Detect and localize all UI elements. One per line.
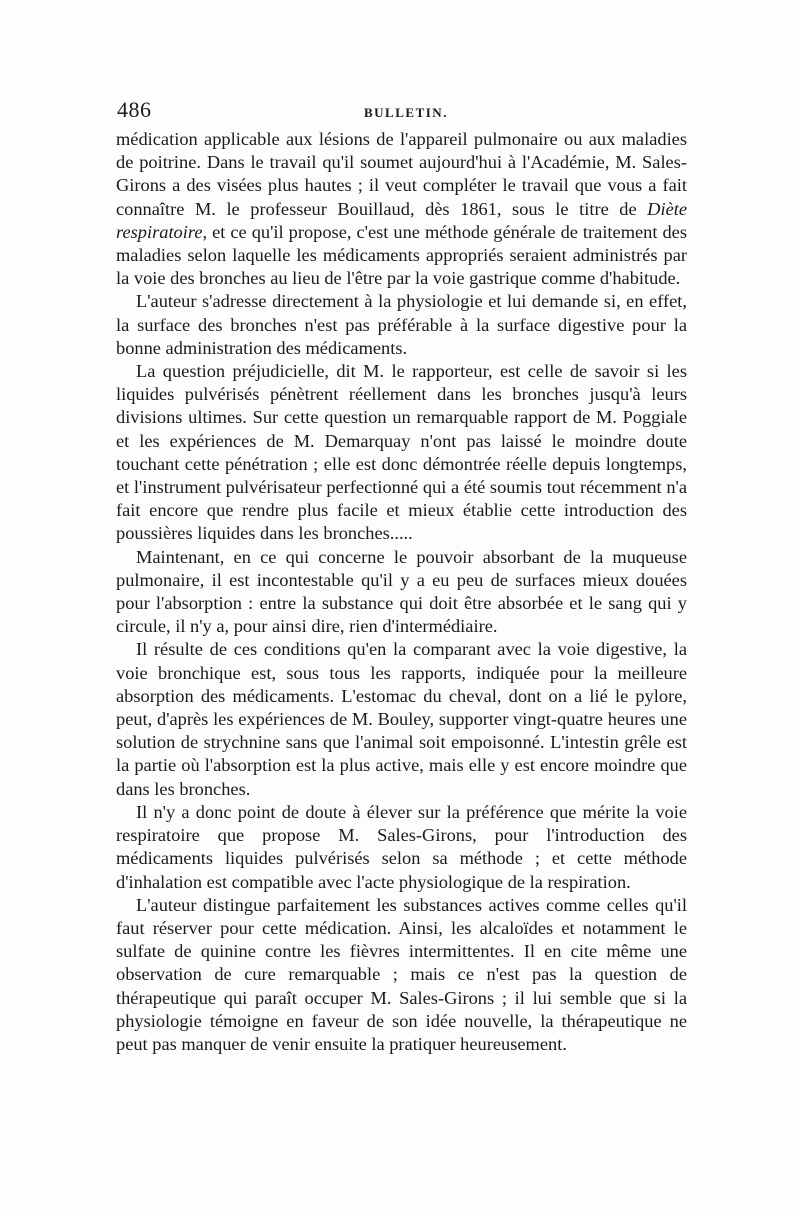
paragraph-7: L'auteur distingue parfaitement les substances actives comme celles qu'il faut réserver pour cette médication. Ainsi, les alcaloïdes et notamment le sulfate de quinine contre les fièvres intermittentes. Il en cite même une observation de cure remarquable ; mais ce n'est pas la question de thérapeutique qui paraît occuper M. Sales-Girons ; il lui semble que si la physiologie témoigne en faveur de son idée nouvelle, la thérapeutique ne peut pas manquer de venir ensuite la pratiquer heureusement. — [116, 894, 687, 1054]
paragraph-4: Maintenant, en ce qui concerne le pouvoir absorbant de la muqueuse pulmonaire, il est incontestable qu'il y a eu peu de surfaces mieux douées pour l'absorption : entre la substance qui doit être absorbée et le sang qui y circule, il n'y a, pour ainsi dire, rien d'intermédiaire. — [116, 546, 687, 637]
paragraph-1-text-after: , et ce qu'il propose, c'est une méthode générale de traitement des maladies selon laquelle les médicaments appropriés seraient administrés par la voie des bronches au lieu de l'être par la voie gastrique comme d'habitude. — [116, 221, 687, 289]
paragraph-2: L'auteur s'adresse directement à la physiologie et lui demande si, en effet, la surface des bronches n'est pas préférable à la surface digestive pour la bonne administration des médicaments. — [116, 291, 687, 358]
work-title: Diète respiratoire — [116, 198, 687, 242]
paragraph-5: Il résulte de ces conditions qu'en la comparant avec la voie digestive, la voie bronchique est, sous tous les rapports, indiquée pour la meilleure absorption des médicaments. L'estomac du cheval, dont on a lié le pylore, peut, d'après les expériences de M. Bouley, supporter vingt-quatre heures une solution de strychnine sans que l'animal soit empoisonné. L'intestin grêle est la partie où l'absorption est la plus active, mais elle y est encore moindre que dans les bronches. — [116, 639, 687, 799]
paragraph-3: La question préjudicielle, dit M. le rapporteur, est celle de savoir si les liquides pulvérisés pénètrent réellement dans les bronches jusqu'à leurs divisions ultimes. Sur cette question un remarquable rapport de M. Poggiale et les expériences de M. Demarquay n'ont pas laissé le moindre doute touchant cette pénétration ; elle est donc démontrée réelle depuis longtemps, et l'instrument pulvérisateur perfectionné qui a été soumis tout récemment n'a fait encore que rendre plus facile et mieux établie cette introduction des poussières liquides dans les bronches..... — [116, 361, 687, 544]
paragraph-1-text-before: médication applicable aux lésions de l'appareil pulmonaire ou aux maladies de poitrine. Dans le travail qu'il soumet aujourd'hui à l'Académie, M. Sales-Girons a des visées plus hautes ; il veut compléter le travail que vous a fait connaître M. le professeur Bouillaud, dès 1861, sous le titre de — [116, 129, 687, 219]
page-header — [117, 97, 687, 127]
page-number: 486 — [117, 97, 152, 122]
paragraph-1 — [116, 128, 687, 290]
running-title: BULLETIN. — [364, 105, 448, 120]
body-text — [116, 128, 687, 1056]
paragraph-6: Il n'y a donc point de doute à élever sur la préférence que mérite la voie respiratoire que propose M. Sales-Girons, pour l'introduction des médicaments liquides pulvérisés selon sa méthode ; et cette méthode d'inhalation est compatible avec l'acte physiologique de la respiration. — [116, 801, 687, 892]
